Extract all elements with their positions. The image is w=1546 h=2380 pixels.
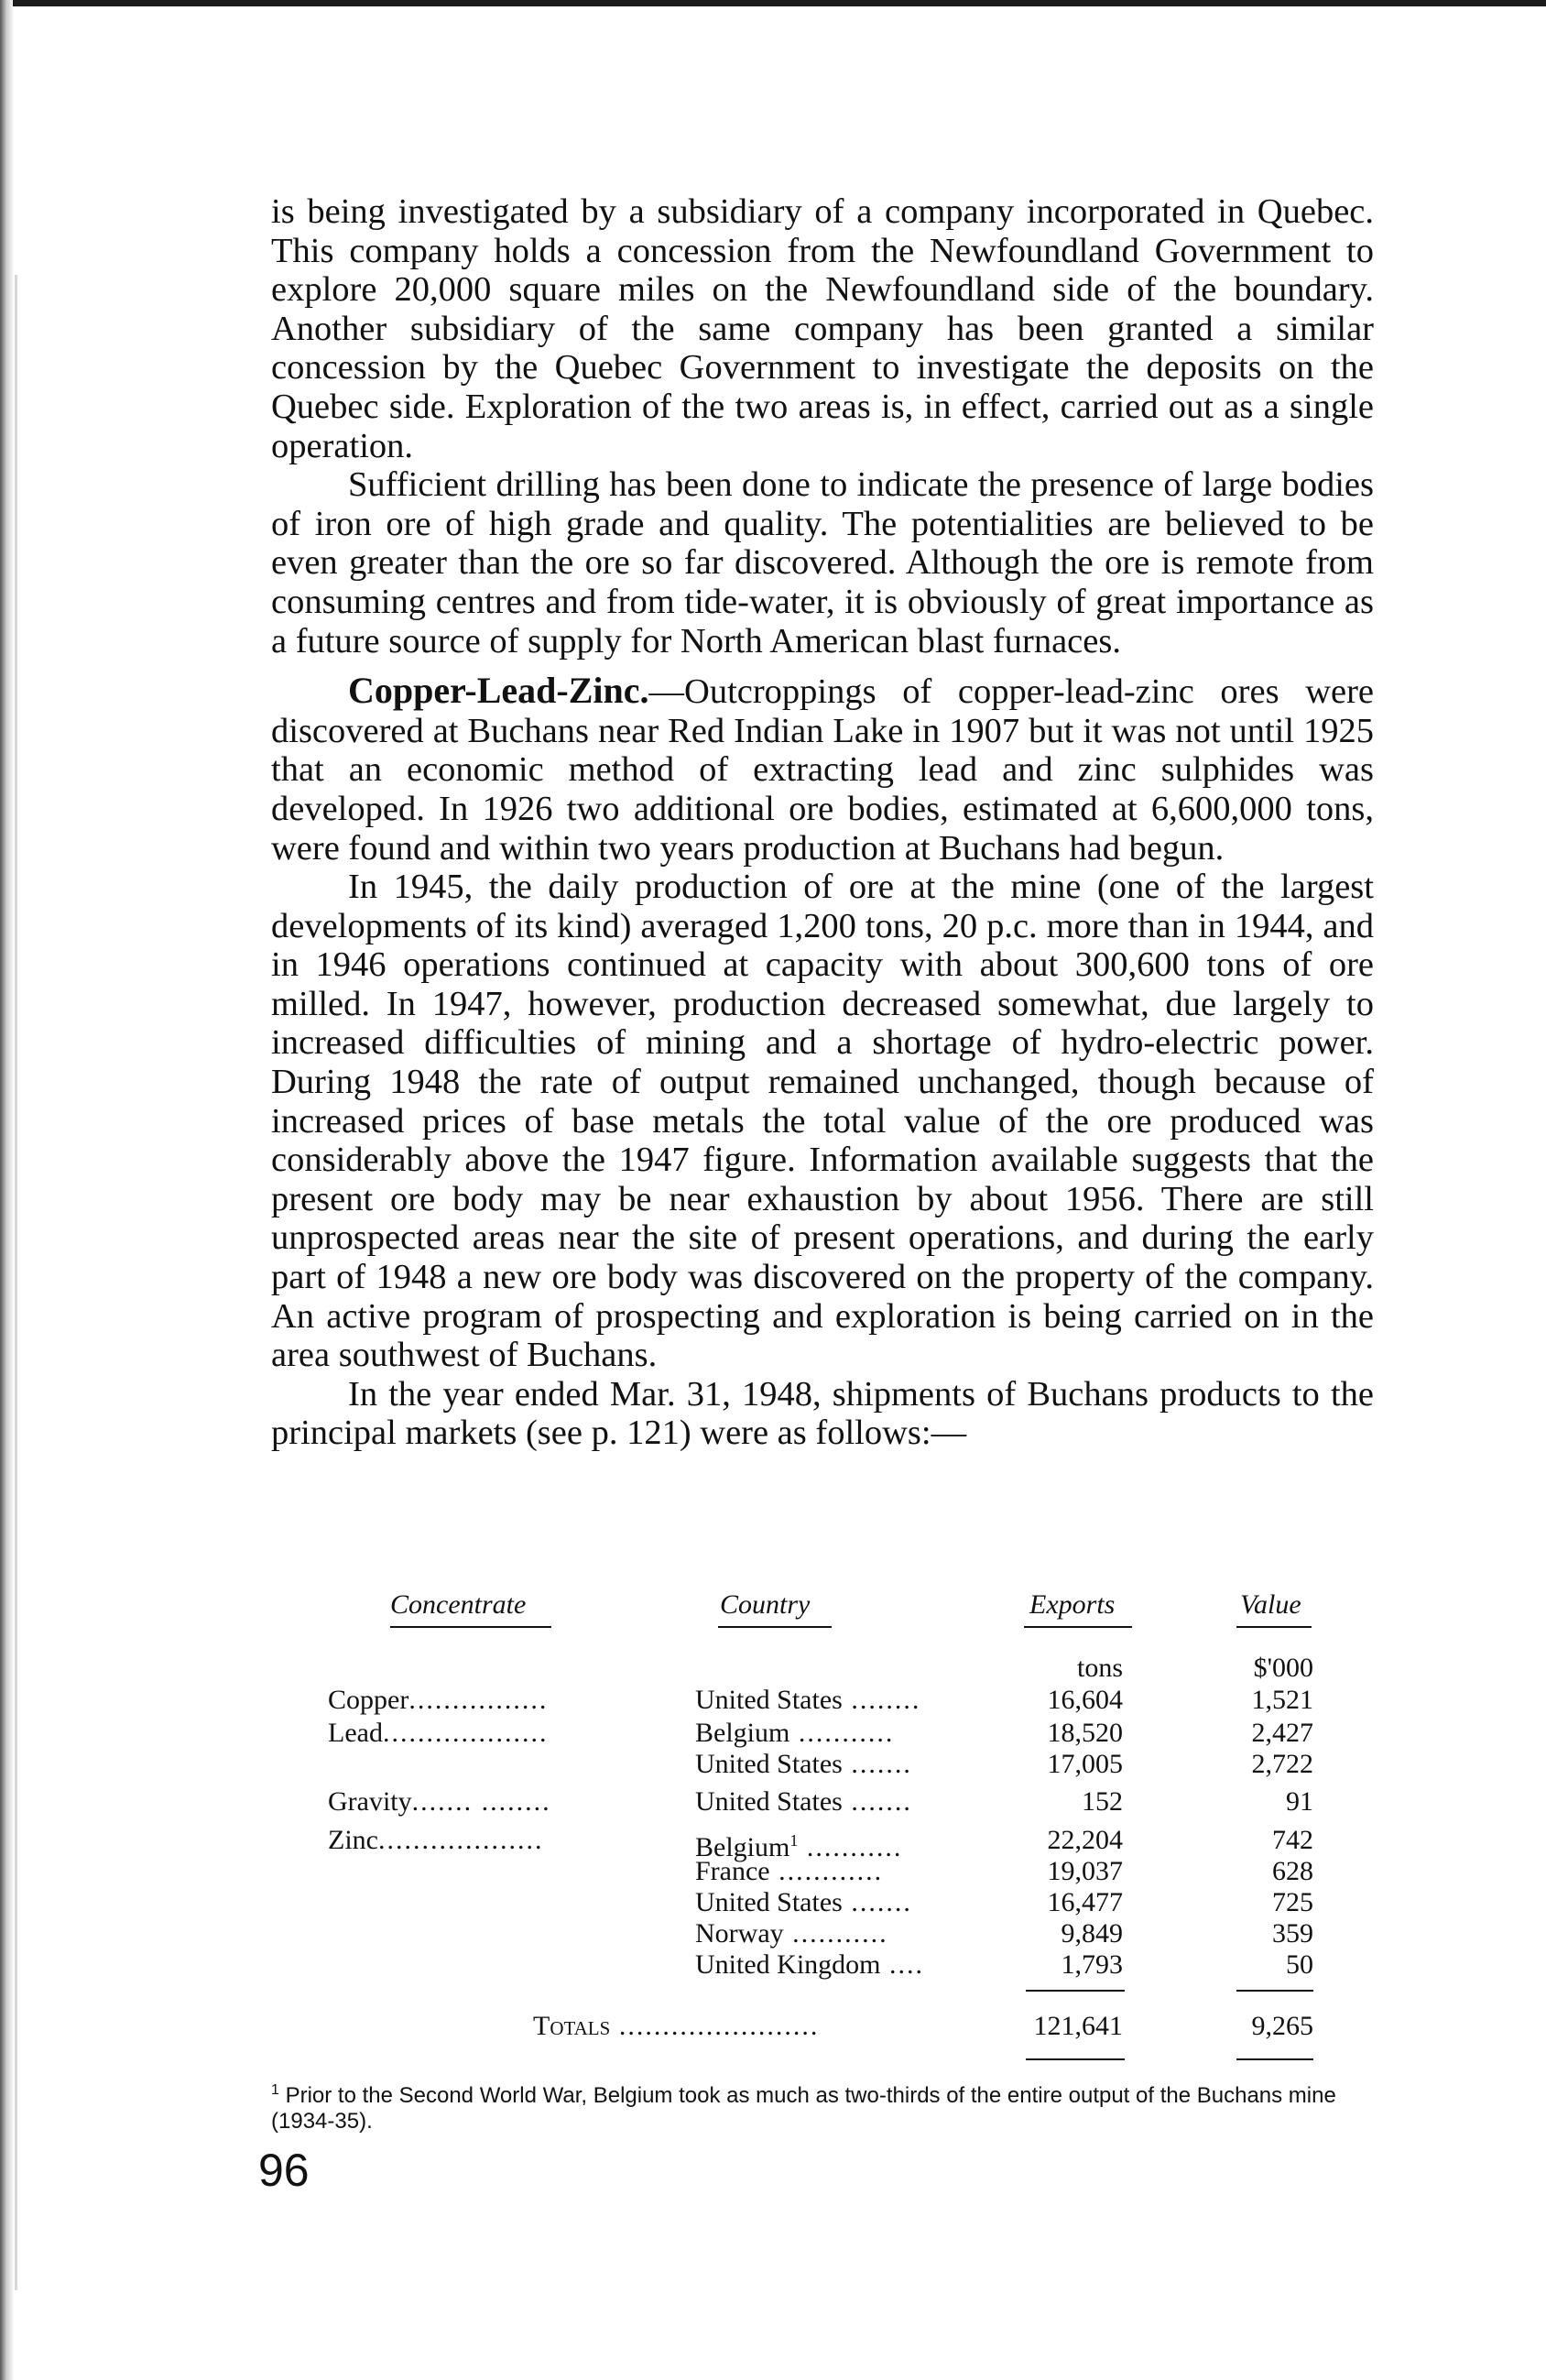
footnote-mark: 1 bbox=[271, 2082, 279, 2098]
table-row-country: Belgium ........... bbox=[695, 1718, 895, 1748]
table-row-country: United States ........ bbox=[695, 1685, 921, 1715]
table-row-exports: 19,037 bbox=[1047, 1856, 1123, 1886]
page-number: 96 bbox=[258, 2145, 310, 2196]
table-row-value: 2,722 bbox=[1251, 1749, 1313, 1779]
body-text bbox=[271, 192, 1374, 1453]
section-heading: Copper-Lead-Zinc. bbox=[348, 670, 649, 712]
table-row-concentrate: Zinc................... bbox=[328, 1825, 544, 1855]
table-row-value: 2,427 bbox=[1251, 1718, 1313, 1748]
table-row-value: 725 bbox=[1272, 1887, 1313, 1917]
table-row-country: United Kingdom .... bbox=[695, 1949, 924, 1980]
table-row-exports: 152 bbox=[1082, 1786, 1123, 1817]
top-border bbox=[0, 0, 1546, 6]
table-row-exports: 9,849 bbox=[1061, 1918, 1123, 1949]
table-row-country: United States ....... bbox=[695, 1749, 912, 1779]
table-row-country: United States ....... bbox=[695, 1887, 912, 1917]
table-row-exports: 17,005 bbox=[1047, 1749, 1123, 1779]
table-row-concentrate: Copper................ bbox=[328, 1685, 549, 1715]
header-exports: Exports bbox=[1029, 1589, 1116, 1620]
table-row-country: Norway ........... bbox=[695, 1918, 888, 1949]
table-row-exports: 1,793 bbox=[1061, 1949, 1123, 1980]
table-row-value: 742 bbox=[1272, 1825, 1313, 1855]
binding-edge bbox=[0, 0, 13, 2380]
footnote-ref: 1 bbox=[789, 1831, 799, 1850]
table-row-value: 50 bbox=[1286, 1949, 1313, 1980]
header-value: Value bbox=[1240, 1589, 1301, 1620]
table-row-exports: 22,204 bbox=[1047, 1825, 1123, 1855]
table-row-exports: 18,520 bbox=[1047, 1718, 1123, 1748]
table-row-country: Belgium$^1$ ........... bbox=[695, 1831, 903, 1862]
totals-label: Totals bbox=[533, 2011, 611, 2041]
unit-value: $'000 bbox=[1253, 1653, 1313, 1683]
paragraph-5: In the year ended Mar. 31, 1948, shipments of Buchans products to the principal markets (see p. 121) were as follows:— bbox=[271, 1374, 1374, 1453]
table-row-value: 1,521 bbox=[1251, 1685, 1313, 1715]
table-row-concentrate: Lead................... bbox=[328, 1718, 549, 1748]
header-concentrate: Concentrate bbox=[390, 1589, 527, 1620]
table-row-country: France ............ bbox=[695, 1856, 884, 1886]
table-row-exports: 16,477 bbox=[1047, 1887, 1123, 1917]
table-row-value: 359 bbox=[1272, 1918, 1313, 1949]
header-country: Country bbox=[720, 1589, 811, 1620]
footnote-text: Prior to the Second World War, Belgium took as much as two-thirds of the entire output of the Buchans mine (1934-35). bbox=[271, 2083, 1336, 2134]
paragraph-4: In 1945, the daily production of ore at the mine (one of the largest developments of its kind) averaged 1,200 tons, 20 p.c. more than in 1944, and in 1946 operations continued at capacity with about 300,600 tons of ore milled. In 1947, however, production decreased somewhat, due largely to increased difficulties of mining and a shortage of hydro-electric power. During 1948 the rate of output remained unchanged, though because of increased prices of base metals the total value of the ore produced was considerably above the 1947 figure. Information available suggests that the present ore body may be near exhaustion by about 1956. There are still unprospected areas near the site of present operations, and during the early part of 1948 a new ore body was discovered on the property of the company. An active program of prospecting and exploration is being carried on in the area southwest of Buchans. bbox=[271, 868, 1374, 1375]
paragraph-3-body: —Outcroppings of copper-lead-zinc ores were discovered at Buchans near Red Indian Lake in 1907 but it was not until 1925 that an economic method of extracting lead and zinc sulphides was developed. In 1926 two additional ore bodies, estimated at 6,600,000 tons, were found and within two years production at Buchans had begun. bbox=[271, 672, 1374, 868]
paragraph-2: Sufficient drilling has been done to indicate the presence of large bodies of iron ore of high grade and quality. The potentialities are believed to be even greater than the ore so far discovered. Although the ore is remote from consuming centres and from tide-water, it is obviously of great importance as a future source of supply for North American blast furnaces. bbox=[271, 465, 1374, 661]
paragraph-1: is being investigated by a subsidiary of a company incorporated in Quebec. This company holds a concession from the Newfoundland Government to explore 20,000 square miles on the Newfoundland side of the boundary. Another subsidiary of the same company has been granted a similar concession by the Quebec Government to investigate the deposits on the Quebec side. Exploration of the two areas is, in effect, carried out as a single operation. bbox=[271, 192, 1374, 465]
table-row-value: 91 bbox=[1286, 1786, 1313, 1817]
totals-exports: 121,641 bbox=[1033, 2011, 1123, 2041]
table-row-concentrate: Gravity....... ........ bbox=[328, 1786, 551, 1817]
table-row-country: United States ....... bbox=[695, 1786, 912, 1817]
binding-shadow bbox=[15, 275, 17, 2290]
totals-value: 9,265 bbox=[1251, 2011, 1313, 2041]
table-row-exports: 16,604 bbox=[1047, 1685, 1123, 1715]
totals-row: Totals ....................... bbox=[533, 2011, 820, 2041]
paragraph-3 bbox=[271, 671, 1374, 868]
table-row-value: 628 bbox=[1272, 1856, 1313, 1886]
footnote bbox=[271, 2078, 1374, 2134]
unit-exports: tons bbox=[1076, 1653, 1123, 1683]
